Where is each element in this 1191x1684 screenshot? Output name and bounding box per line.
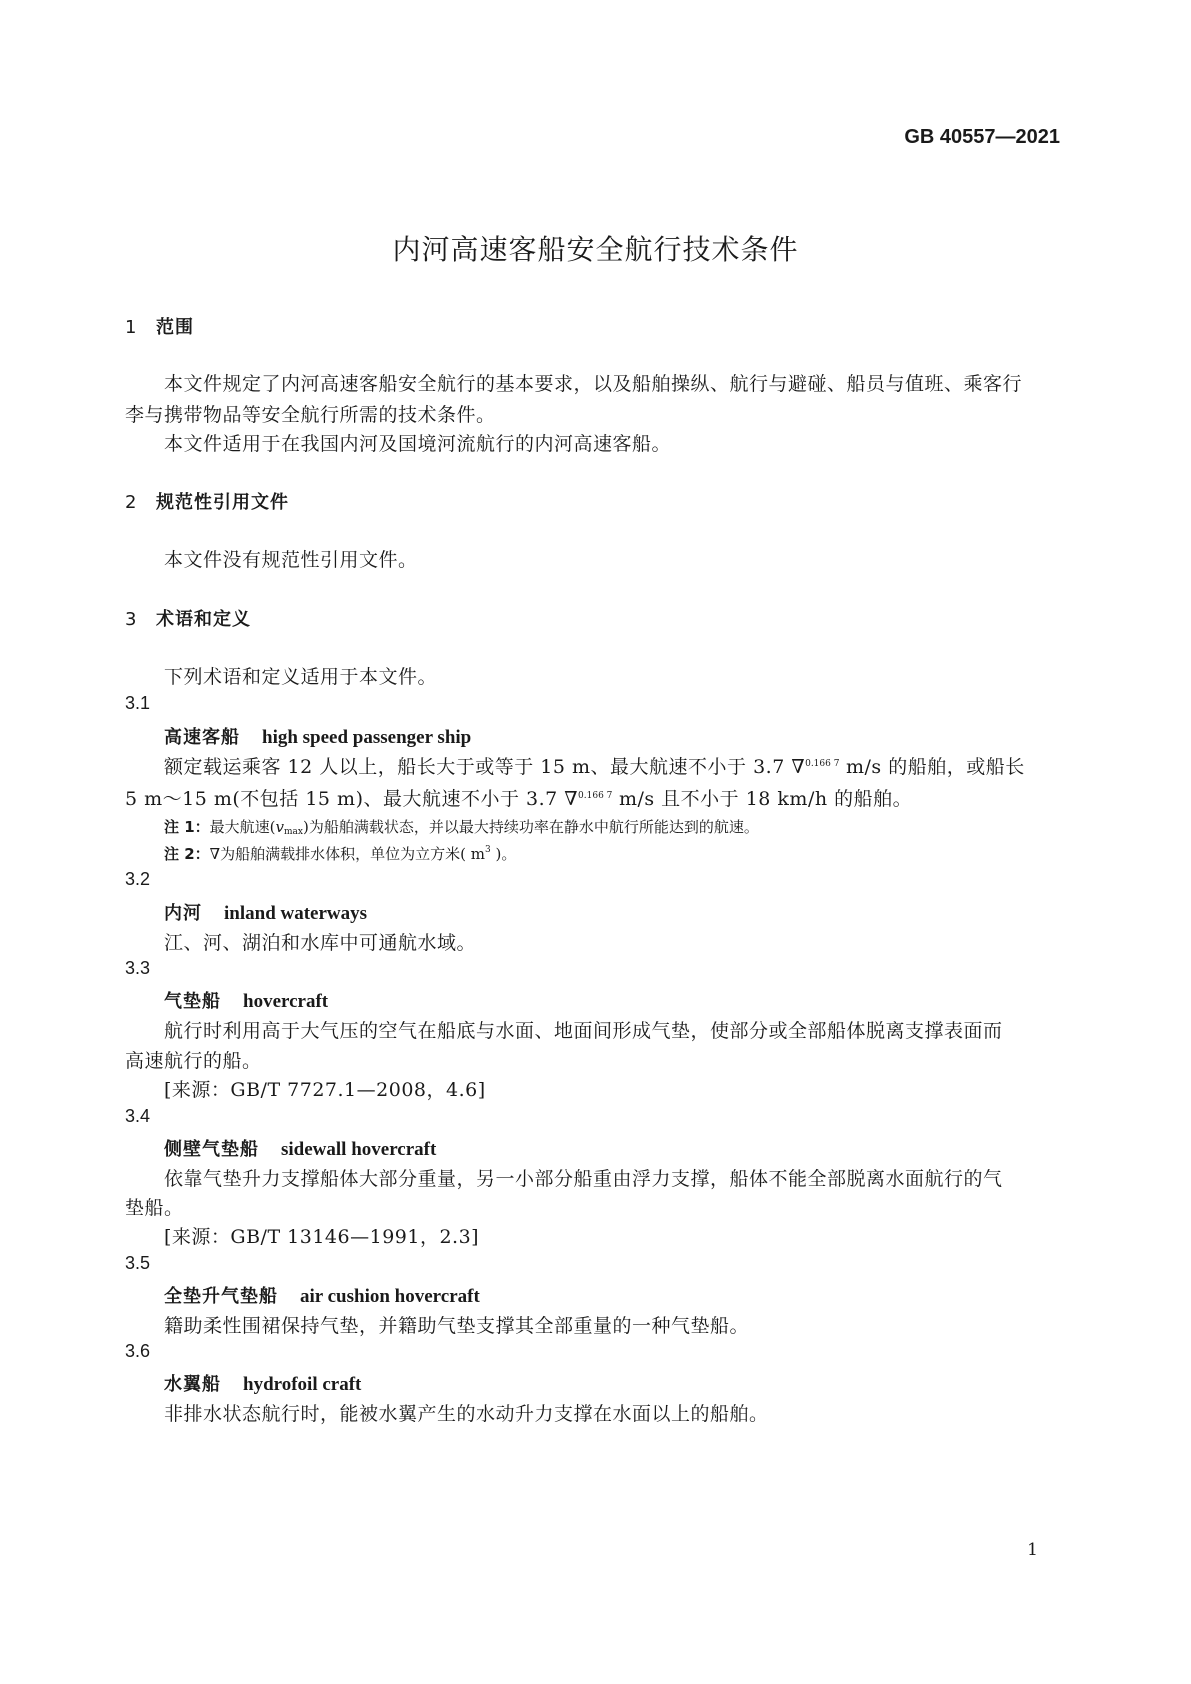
superscript: 3: [485, 845, 491, 855]
standard-number: GB 40557—2021: [904, 126, 1060, 148]
section-number: 1: [125, 317, 137, 338]
section-title: 范围: [156, 317, 194, 338]
definition-text: 5 m～15 m(不包括 15 m)、最大航速不小于 3.7 ∇: [125, 788, 579, 810]
note-2: [164, 843, 516, 864]
definition-line: [164, 752, 1025, 779]
note-label: 注 1：: [164, 818, 210, 836]
term-number: 3.5: [125, 1253, 151, 1273]
term-chinese: 高速客船: [164, 727, 240, 748]
definition-line: 航行时利用高于大气压的空气在船底与水面、地面间形成气垫，使部分或全部船体脱离支撑表面而: [164, 1020, 1003, 1042]
section-title: 术语和定义: [156, 609, 251, 630]
term-english: air cushion hovercraft: [300, 1286, 480, 1307]
term-heading: [164, 1282, 480, 1308]
paragraph-line: 李与携带物品等安全航行所需的技术条件。: [125, 404, 496, 426]
term-chinese: 全垫升气垫船: [164, 1286, 278, 1307]
term-heading: [164, 1370, 361, 1396]
term-english: hovercraft: [243, 991, 329, 1012]
note-text: ∇为船舶满载排水体积，单位为立方米( m: [209, 845, 485, 863]
definition-line: 依靠气垫升力支撑船体大部分重量，另一小部分船重由浮力支撑，船体不能全部脱离水面航行的气: [164, 1168, 1003, 1190]
term-english: hydrofoil craft: [243, 1374, 362, 1395]
source-citation: [来源：GB/T 13146—1991，2.3]: [164, 1226, 480, 1248]
paragraph-line: 本文件规定了内河高速客船安全航行的基本要求，以及船舶操纵、航行与避碰、船员与值班、乘客行: [164, 373, 1023, 395]
section-3-heading: [125, 605, 251, 631]
term-chinese: 侧壁气垫船: [164, 1139, 259, 1160]
definition: 非排水状态航行时，能被水翼产生的水动升力支撑在水面以上的船舶。: [164, 1403, 769, 1425]
page-number: 1: [1027, 1540, 1038, 1560]
term-chinese: 水翼船: [164, 1374, 221, 1395]
definition-line: 高速航行的船。: [125, 1050, 262, 1072]
note-1: [164, 816, 759, 837]
term-heading: [164, 723, 471, 749]
term-chinese: 内河: [164, 903, 202, 924]
definition-text: m/s 且不小于 18 km/h 的船舶。: [612, 788, 913, 810]
note-text: )为船舶满载状态，并以最大持续功率在静水中航行所能达到的航速。: [303, 818, 759, 836]
term-number: 3.1: [125, 693, 151, 713]
term-heading: [164, 987, 328, 1013]
subscript: max: [284, 827, 303, 837]
note-text: )。: [490, 845, 517, 863]
section-title: 规范性引用文件: [156, 492, 289, 513]
variable: v: [275, 818, 285, 836]
term-number: 3.6: [125, 1341, 151, 1361]
definition-line: [125, 784, 912, 811]
term-english: inland waterways: [224, 903, 368, 924]
exponent: 0.166 7: [805, 759, 840, 769]
term-english: sidewall hovercraft: [281, 1139, 437, 1160]
term-heading: [164, 1135, 436, 1161]
term-number: 3.3: [125, 958, 151, 978]
section-number: 3: [125, 609, 137, 630]
term-number: 3.2: [125, 869, 151, 889]
note-text: 最大航速(: [209, 818, 276, 836]
term-english: high speed passenger ship: [262, 727, 472, 748]
note-label: 注 2：: [164, 845, 210, 863]
exponent: 0.166 7: [578, 791, 613, 801]
definition: 江、河、湖泊和水库中可通航水域。: [164, 932, 477, 954]
paragraph: 本文件没有规范性引用文件。: [164, 549, 418, 571]
definition-text: m/s 的船舶，或船长: [839, 756, 1025, 778]
term-number: 3.4: [125, 1106, 151, 1126]
paragraph: 下列术语和定义适用于本文件。: [164, 666, 438, 688]
section-1-heading: [125, 313, 194, 339]
paragraph: 本文件适用于在我国内河及国境河流航行的内河高速客船。: [164, 433, 672, 455]
section-number: 2: [125, 492, 137, 513]
term-chinese: 气垫船: [164, 991, 221, 1012]
term-heading: [164, 899, 367, 925]
definition: 籍助柔性围裙保持气垫，并籍助气垫支撑其全部重量的一种气垫船。: [164, 1315, 750, 1337]
section-2-heading: [125, 488, 289, 514]
source-citation: [来源：GB/T 7727.1—2008，4.6]: [164, 1079, 486, 1101]
definition-line: 垫船。: [125, 1197, 184, 1219]
definition-text: 额定载运乘客 12 人以上，船长大于或等于 15 m、最大航速不小于 3.7 ∇: [164, 756, 806, 778]
document-title: 内河高速客船安全航行技术条件: [392, 233, 799, 266]
